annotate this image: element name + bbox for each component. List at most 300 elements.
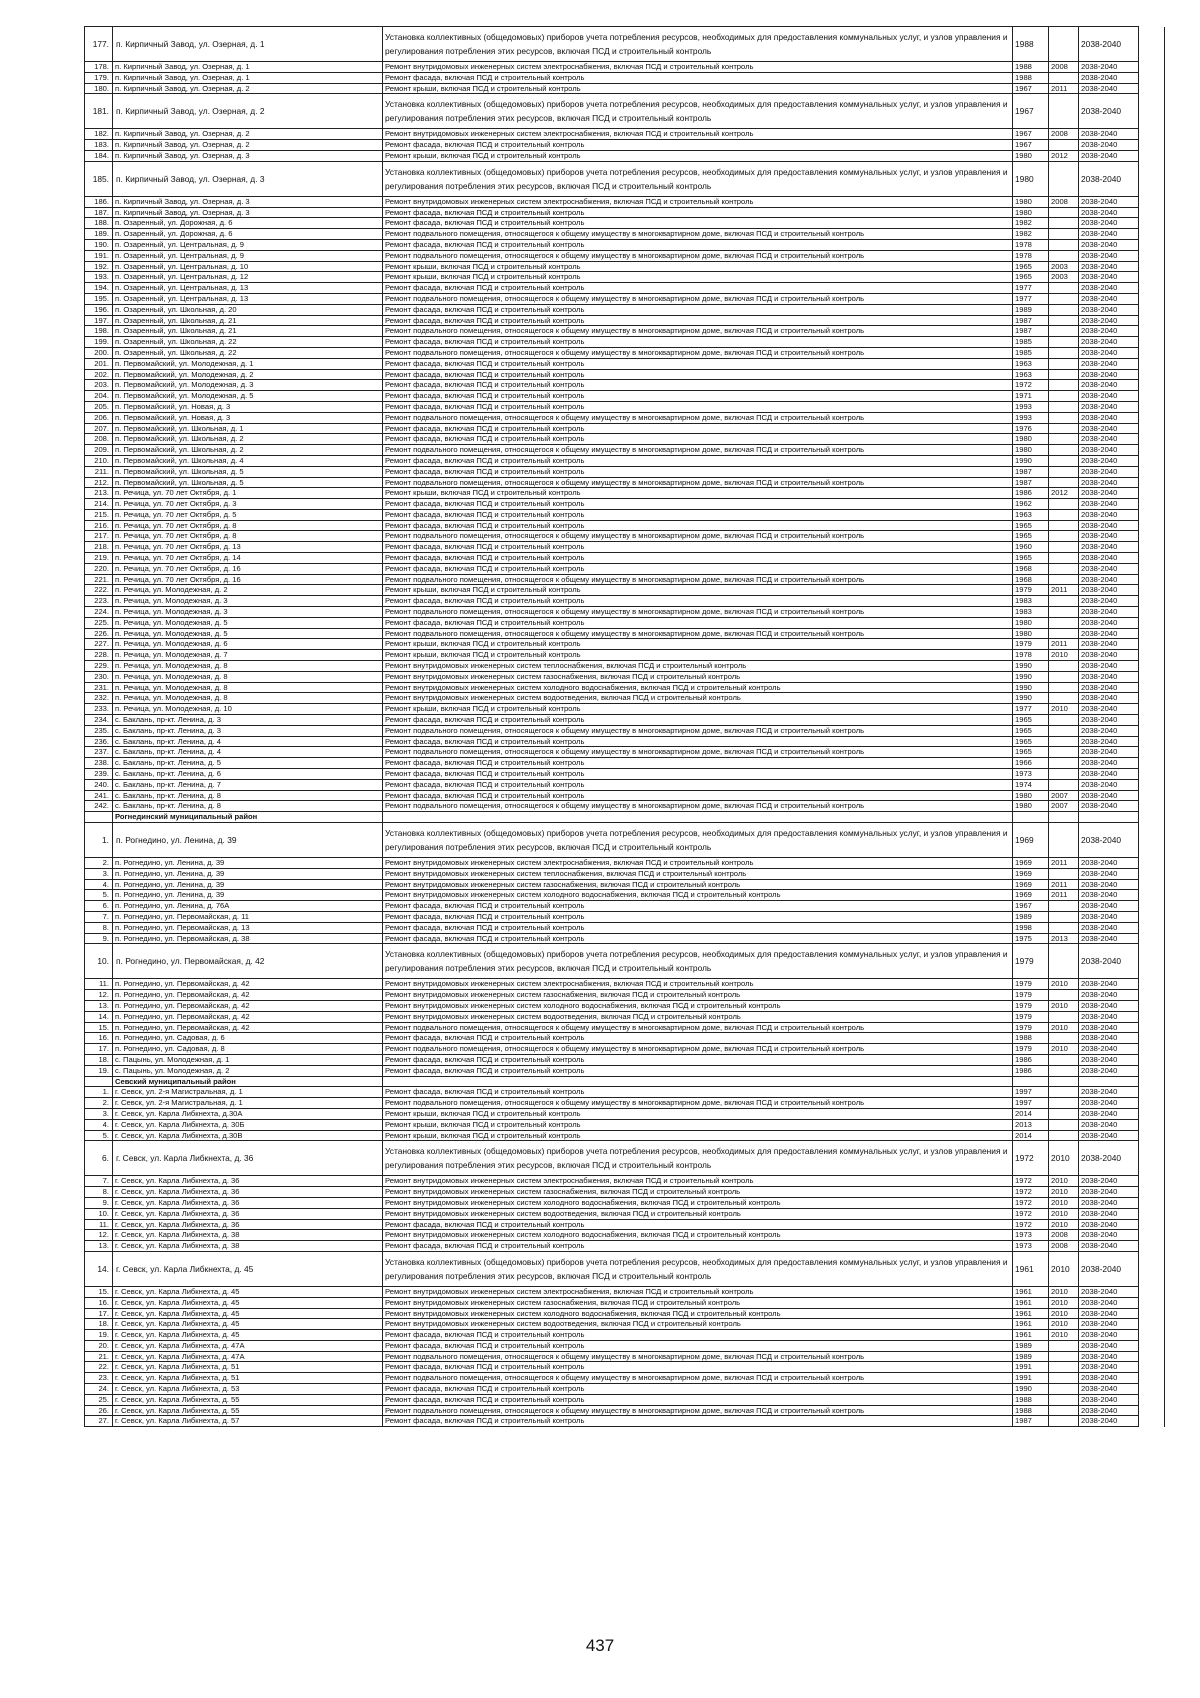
last-repair-year-cell: 2010 (1049, 1176, 1079, 1187)
planned-period-cell: 2038-2040 (1079, 369, 1139, 380)
address-cell: п. Кирпичный Завод, ул. Озерная, д. 3 (113, 196, 383, 207)
year-built-cell: 1967 (1013, 129, 1049, 140)
planned-period-cell: 2038-2040 (1079, 563, 1139, 574)
planned-period-cell: 2038-2040 (1079, 72, 1139, 83)
last-repair-year-cell: 2007 (1049, 801, 1079, 812)
planned-period-cell: 2038-2040 (1079, 868, 1139, 879)
blank-cell (1139, 1319, 1165, 1330)
planned-period-cell: 2038-2040 (1079, 1373, 1139, 1384)
last-repair-year-cell (1049, 607, 1079, 618)
blank-cell (1139, 736, 1165, 747)
year-built-cell: 1979 (1013, 1000, 1049, 1011)
work-type-cell: Ремонт внутридомовых инженерных систем электроснабжения, включая ПСД и строительный контроль (383, 858, 1013, 869)
address-cell: с. Баклань, пр-кт. Ленина, д. 4 (113, 747, 383, 758)
table-row (85, 1108, 1165, 1119)
planned-period-cell: 2038-2040 (1079, 769, 1139, 780)
blank-cell (1139, 790, 1165, 801)
planned-period-cell: 2038-2040 (1079, 671, 1139, 682)
table-row (85, 347, 1165, 358)
table-row (85, 1011, 1165, 1022)
table-row (85, 304, 1165, 315)
table-row (85, 1044, 1165, 1055)
table-row (85, 944, 1165, 979)
row-number-cell: 238. (85, 758, 113, 769)
blank-cell (1139, 779, 1165, 790)
planned-period-cell: 2038-2040 (1079, 161, 1139, 196)
row-number-cell: 191. (85, 250, 113, 261)
blank-cell (1139, 1241, 1165, 1252)
address-cell: г. Севск, ул. Карла Либкнехта, д. 55 (113, 1394, 383, 1405)
last-repair-year-cell (1049, 326, 1079, 337)
planned-period-cell: 2038-2040 (1079, 661, 1139, 672)
work-type-cell: Ремонт внутридомовых инженерных систем холодного водоснабжения, включая ПСД и строительный контроль (383, 682, 1013, 693)
year-built-cell: 1997 (1013, 1087, 1049, 1098)
address-cell: г. Севск, ул. Карла Либкнехта, д. 38 (113, 1230, 383, 1241)
planned-period-cell: 2038-2040 (1079, 326, 1139, 337)
table-row (85, 779, 1165, 790)
year-built-cell: 1960 (1013, 542, 1049, 553)
year-built-cell: 1968 (1013, 563, 1049, 574)
blank-cell (1139, 1130, 1165, 1141)
blank-cell (1139, 812, 1165, 823)
row-number-cell: 12. (85, 1230, 113, 1241)
last-repair-year-cell (1049, 337, 1079, 348)
work-type-cell: Ремонт подвального помещения, относящегося к общему имуществу в многоквартирном доме, включая ПСД и строительный контроль (383, 628, 1013, 639)
year-built-cell: 1998 (1013, 922, 1049, 933)
blank-cell (1139, 337, 1165, 348)
last-repair-year-cell (1049, 1076, 1079, 1087)
table-row (85, 574, 1165, 585)
planned-period-cell: 2038-2040 (1079, 890, 1139, 901)
planned-period-cell: 2038-2040 (1079, 747, 1139, 758)
year-built-cell: 1967 (1013, 140, 1049, 151)
year-built-cell: 1979 (1013, 990, 1049, 1001)
table-row (85, 94, 1165, 129)
blank-cell (1139, 72, 1165, 83)
work-type-cell: Ремонт внутридомовых инженерных систем холодного водоснабжения, включая ПСД и строительный контроль (383, 890, 1013, 901)
planned-period-cell: 2038-2040 (1079, 1044, 1139, 1055)
blank-cell (1139, 304, 1165, 315)
blank-cell (1139, 1108, 1165, 1119)
planned-period-cell: 2038-2040 (1079, 1319, 1139, 1330)
table-row (85, 62, 1165, 73)
planned-period-cell: 2038-2040 (1079, 261, 1139, 272)
planned-period-cell: 2038-2040 (1079, 207, 1139, 218)
table-row (85, 585, 1165, 596)
planned-period-cell: 2038-2040 (1079, 758, 1139, 769)
work-type-cell: Ремонт фасада, включая ПСД и строительный контроль (383, 337, 1013, 348)
planned-period-cell: 2038-2040 (1079, 466, 1139, 477)
last-repair-year-cell (1049, 207, 1079, 218)
address-cell: п. Речица, ул. 70 лет Октября, д. 8 (113, 520, 383, 531)
work-type-cell: Ремонт крыши, включая ПСД и строительный контроль (383, 1119, 1013, 1130)
work-type-cell: Ремонт фасада, включая ПСД и строительный контроль (383, 369, 1013, 380)
address-cell: Севский муниципальный район (113, 1076, 383, 1087)
table-row (85, 499, 1165, 510)
table-row (85, 207, 1165, 218)
year-built-cell: 1980 (1013, 790, 1049, 801)
address-cell: п. Первомайский, ул. Новая, д. 3 (113, 401, 383, 412)
blank-cell (1139, 1011, 1165, 1022)
row-number-cell: 221. (85, 574, 113, 585)
work-type-cell: Ремонт фасада, включая ПСД и строительный контроль (383, 499, 1013, 510)
last-repair-year-cell (1049, 779, 1079, 790)
row-number-cell: 179. (85, 72, 113, 83)
last-repair-year-cell: 2010 (1049, 1141, 1079, 1176)
year-built-cell: 1987 (1013, 477, 1049, 488)
table-row (85, 531, 1165, 542)
planned-period-cell: 2038-2040 (1079, 337, 1139, 348)
blank-cell (1139, 823, 1165, 858)
work-type-cell: Ремонт подвального помещения, относящегося к общему имуществу в многоквартирном доме, включая ПСД и строительный контроль (383, 412, 1013, 423)
address-cell: п. Рогнедино, ул. Первомайская, д. 13 (113, 922, 383, 933)
address-cell: г. Севск, ул. Карла Либкнехта, д.30В (113, 1130, 383, 1141)
last-repair-year-cell (1049, 715, 1079, 726)
blank-cell (1139, 1362, 1165, 1373)
blank-cell (1139, 150, 1165, 161)
blank-cell (1139, 455, 1165, 466)
address-cell: п. Речица, ул. Молодежная, д. 8 (113, 693, 383, 704)
address-cell: г. Севск, ул. Карла Либкнехта, д. 36 (113, 1219, 383, 1230)
last-repair-year-cell (1049, 1011, 1079, 1022)
blank-cell (1139, 1033, 1165, 1044)
planned-period-cell: 2038-2040 (1079, 1022, 1139, 1033)
row-number-cell: 18. (85, 1054, 113, 1065)
table-row (85, 140, 1165, 151)
blank-cell (1139, 758, 1165, 769)
work-type-cell: Ремонт подвального помещения, относящегося к общему имуществу в многоквартирном доме, включая ПСД и строительный контроль (383, 574, 1013, 585)
planned-period-cell: 2038-2040 (1079, 1033, 1139, 1044)
work-type-cell: Ремонт фасада, включая ПСД и строительный контроль (383, 1054, 1013, 1065)
work-type-cell: Ремонт фасада, включая ПСД и строительный контроль (383, 1033, 1013, 1044)
planned-period-cell: 2038-2040 (1079, 922, 1139, 933)
address-cell: п. Речица, ул. 70 лет Октября, д. 1 (113, 488, 383, 499)
planned-period-cell: 2038-2040 (1079, 358, 1139, 369)
row-number-cell: 22. (85, 1362, 113, 1373)
address-cell: п. Рогнедино, ул. Ленина, д. 39 (113, 890, 383, 901)
last-repair-year-cell: 2010 (1049, 1044, 1079, 1055)
blank-cell (1139, 922, 1165, 933)
table-row (85, 1065, 1165, 1076)
blank-cell (1139, 1087, 1165, 1098)
last-repair-year-cell (1049, 812, 1079, 823)
work-type-cell: Ремонт внутридомовых инженерных систем водоотведения, включая ПСД и строительный контроль (383, 693, 1013, 704)
last-repair-year-cell (1049, 27, 1079, 62)
address-cell: п. Рогнедино, ул. Первомайская, д. 42 (113, 1022, 383, 1033)
year-built-cell: 1990 (1013, 693, 1049, 704)
year-built-cell: 1986 (1013, 488, 1049, 499)
address-cell: п. Речица, ул. Молодежная, д. 5 (113, 628, 383, 639)
work-type-cell: Ремонт крыши, включая ПСД и строительный контроль (383, 488, 1013, 499)
planned-period-cell: 2038-2040 (1079, 1416, 1139, 1427)
planned-period-cell: 2038-2040 (1079, 693, 1139, 704)
planned-period-cell: 2038-2040 (1079, 412, 1139, 423)
blank-cell (1139, 1351, 1165, 1362)
address-cell: п. Рогнедино, ул. Первомайская, д. 38 (113, 933, 383, 944)
planned-period-cell: 2038-2040 (1079, 1394, 1139, 1405)
blank-cell (1139, 650, 1165, 661)
last-repair-year-cell (1049, 922, 1079, 933)
work-type-cell: Ремонт фасада, включая ПСД и строительный контроль (383, 736, 1013, 747)
last-repair-year-cell: 2008 (1049, 1230, 1079, 1241)
table-row (85, 466, 1165, 477)
last-repair-year-cell: 2011 (1049, 83, 1079, 94)
row-number-cell: 8. (85, 1187, 113, 1198)
planned-period-cell: 2038-2040 (1079, 347, 1139, 358)
last-repair-year-cell (1049, 868, 1079, 879)
work-type-cell: Ремонт фасада, включая ПСД и строительный контроль (383, 933, 1013, 944)
table-row (85, 628, 1165, 639)
table-row (85, 715, 1165, 726)
year-built-cell: 1982 (1013, 218, 1049, 229)
address-cell: п. Озаренный, ул. Школьная, д. 22 (113, 347, 383, 358)
year-built-cell: 1982 (1013, 229, 1049, 240)
planned-period-cell: 2038-2040 (1079, 1219, 1139, 1230)
row-number-cell (85, 1076, 113, 1087)
last-repair-year-cell (1049, 1416, 1079, 1427)
blank-cell (1139, 272, 1165, 283)
year-built-cell: 1983 (1013, 607, 1049, 618)
year-built-cell: 2013 (1013, 1119, 1049, 1130)
table-row (85, 922, 1165, 933)
blank-cell (1139, 140, 1165, 151)
last-repair-year-cell (1049, 911, 1079, 922)
year-built-cell: 1990 (1013, 455, 1049, 466)
table-row (85, 553, 1165, 564)
year-built-cell: 1979 (1013, 944, 1049, 979)
blank-cell (1139, 1119, 1165, 1130)
planned-period-cell: 2038-2040 (1079, 83, 1139, 94)
year-built-cell: 2014 (1013, 1108, 1049, 1119)
last-repair-year-cell (1049, 1054, 1079, 1065)
year-built-cell: 1977 (1013, 283, 1049, 294)
address-cell: г. Севск, ул. Карла Либкнехта, д. 36 (113, 1208, 383, 1219)
blank-cell (1139, 477, 1165, 488)
blank-cell (1139, 27, 1165, 62)
address-cell: п. Рогнедино, ул. Первомайская, д. 42 (113, 944, 383, 979)
last-repair-year-cell: 2010 (1049, 1330, 1079, 1341)
work-type-cell: Ремонт фасада, включая ПСД и строительный контроль (383, 1394, 1013, 1405)
year-built-cell: 1989 (1013, 911, 1049, 922)
table-row (85, 83, 1165, 94)
last-repair-year-cell (1049, 239, 1079, 250)
table-row (85, 293, 1165, 304)
year-built-cell: 1966 (1013, 758, 1049, 769)
planned-period-cell: 2038-2040 (1079, 315, 1139, 326)
row-number-cell: 201. (85, 358, 113, 369)
blank-cell (1139, 94, 1165, 129)
planned-period-cell: 2038-2040 (1079, 283, 1139, 294)
year-built-cell: 1969 (1013, 879, 1049, 890)
last-repair-year-cell (1049, 477, 1079, 488)
year-built-cell: 1985 (1013, 347, 1049, 358)
table-row (85, 261, 1165, 272)
address-cell: г. Севск, ул. Карла Либкнехта, д. 45 (113, 1308, 383, 1319)
address-cell: п. Рогнедино, ул. Первомайская, д. 42 (113, 979, 383, 990)
address-cell: п. Речица, ул. 70 лет Октября, д. 3 (113, 499, 383, 510)
work-type-cell: Ремонт внутридомовых инженерных систем водоотведения, включая ПСД и строительный контроль (383, 1208, 1013, 1219)
work-type-cell: Ремонт крыши, включая ПСД и строительный контроль (383, 272, 1013, 283)
address-cell: п. Первомайский, ул. Молодежная, д. 5 (113, 391, 383, 402)
last-repair-year-cell: 2007 (1049, 790, 1079, 801)
table-row (85, 682, 1165, 693)
address-cell: г. Севск, ул. Карла Либкнехта, д. 36 (113, 1197, 383, 1208)
year-built-cell: 1980 (1013, 628, 1049, 639)
row-number-cell: 202. (85, 369, 113, 380)
planned-period-cell: 2038-2040 (1079, 423, 1139, 434)
blank-cell (1139, 1022, 1165, 1033)
address-cell: п. Кирпичный Завод, ул. Озерная, д. 2 (113, 129, 383, 140)
year-built-cell: 1969 (1013, 890, 1049, 901)
blank-cell (1139, 1208, 1165, 1219)
last-repair-year-cell (1049, 1130, 1079, 1141)
table-row (85, 1087, 1165, 1098)
planned-period-cell: 2038-2040 (1079, 725, 1139, 736)
blank-cell (1139, 261, 1165, 272)
last-repair-year-cell: 2008 (1049, 62, 1079, 73)
planned-period-cell (1079, 812, 1139, 823)
blank-cell (1139, 229, 1165, 240)
table-row (85, 596, 1165, 607)
work-type-cell: Ремонт внутридомовых инженерных систем газоснабжения, включая ПСД и строительный контроль (383, 879, 1013, 890)
row-number-cell: 203. (85, 380, 113, 391)
table-row (85, 1141, 1165, 1176)
row-number-cell: 234. (85, 715, 113, 726)
planned-period-cell: 2038-2040 (1079, 596, 1139, 607)
section-row (85, 1076, 1165, 1087)
row-number-cell: 5. (85, 1130, 113, 1141)
last-repair-year-cell: 2010 (1049, 1208, 1079, 1219)
work-type-cell: Установка коллективных (общедомовых) приборов учета потребления ресурсов, необходимых для предоставления коммунальных услуг, и узлов управления и регулирования потребления этих ресурсов, включая ПСД и строительный контроль (383, 27, 1013, 62)
work-type-cell: Ремонт фасада, включая ПСД и строительный контроль (383, 380, 1013, 391)
last-repair-year-cell (1049, 661, 1079, 672)
blank-cell (1139, 1176, 1165, 1187)
address-cell: п. Речица, ул. Молодежная, д. 8 (113, 682, 383, 693)
work-type-cell: Ремонт фасада, включая ПСД и строительный контроль (383, 466, 1013, 477)
planned-period-cell: 2038-2040 (1079, 650, 1139, 661)
planned-period-cell: 2038-2040 (1079, 1241, 1139, 1252)
work-type-cell: Ремонт фасада, включая ПСД и строительный контроль (383, 1219, 1013, 1230)
table-row (85, 72, 1165, 83)
table-row (85, 790, 1165, 801)
last-repair-year-cell (1049, 94, 1079, 129)
planned-period-cell: 2038-2040 (1079, 1340, 1139, 1351)
year-built-cell: 1979 (1013, 1022, 1049, 1033)
planned-period-cell: 2038-2040 (1079, 1384, 1139, 1395)
year-built-cell: 1979 (1013, 1011, 1049, 1022)
work-type-cell: Ремонт крыши, включая ПСД и строительный контроль (383, 639, 1013, 650)
address-cell: г. Севск, ул. Карла Либкнехта, д. 47А (113, 1340, 383, 1351)
blank-cell (1139, 1219, 1165, 1230)
row-number-cell: 15. (85, 1022, 113, 1033)
row-number-cell: 187. (85, 207, 113, 218)
address-cell: с. Баклань, пр-кт. Ленина, д. 6 (113, 769, 383, 780)
table-row (85, 617, 1165, 628)
row-number-cell: 12. (85, 990, 113, 1001)
blank-cell (1139, 207, 1165, 218)
year-built-cell: 1987 (1013, 315, 1049, 326)
work-type-cell: Ремонт внутридомовых инженерных систем холодного водоснабжения, включая ПСД и строительный контроль (383, 1308, 1013, 1319)
work-type-cell: Ремонт фасада, включая ПСД и строительный контроль (383, 358, 1013, 369)
year-built-cell: 1963 (1013, 509, 1049, 520)
row-number-cell: 198. (85, 326, 113, 337)
work-type-cell: Ремонт фасада, включая ПСД и строительный контроль (383, 769, 1013, 780)
address-cell: г. Севск, ул. Карла Либкнехта, д. 57 (113, 1416, 383, 1427)
planned-period-cell: 2038-2040 (1079, 218, 1139, 229)
address-cell: п. Речица, ул. 70 лет Октября, д. 13 (113, 542, 383, 553)
work-type-cell: Установка коллективных (общедомовых) приборов учета потребления ресурсов, необходимых для предоставления коммунальных услуг, и узлов управления и регулирования потребления этих ресурсов, включая ПСД и строительный контроль (383, 823, 1013, 858)
planned-period-cell: 2038-2040 (1079, 607, 1139, 618)
planned-period-cell: 2038-2040 (1079, 715, 1139, 726)
year-built-cell: 1987 (1013, 1416, 1049, 1427)
page-number: 437 (585, 1636, 615, 1655)
row-number-cell: 194. (85, 283, 113, 294)
year-built-cell (1013, 812, 1049, 823)
work-type-cell: Ремонт фасада, включая ПСД и строительный контроль (383, 304, 1013, 315)
last-repair-year-cell: 2011 (1049, 858, 1079, 869)
work-type-cell: Ремонт фасада, включая ПСД и строительный контроль (383, 423, 1013, 434)
address-cell: п. Озаренный, ул. Центральная, д. 13 (113, 293, 383, 304)
table-row (85, 769, 1165, 780)
blank-cell (1139, 607, 1165, 618)
address-cell: с. Баклань, пр-кт. Ленина, д. 4 (113, 736, 383, 747)
year-built-cell: 1965 (1013, 715, 1049, 726)
row-number-cell: 192. (85, 261, 113, 272)
work-type-cell: Ремонт подвального помещения, относящегося к общему имуществу в многоквартирном доме, включая ПСД и строительный контроль (383, 1022, 1013, 1033)
last-repair-year-cell (1049, 423, 1079, 434)
last-repair-year-cell (1049, 574, 1079, 585)
row-number-cell: 10. (85, 1208, 113, 1219)
blank-cell (1139, 315, 1165, 326)
address-cell: п. Рогнедино, ул. Садовая, д. 8 (113, 1044, 383, 1055)
blank-cell (1139, 574, 1165, 585)
work-type-cell (383, 1076, 1013, 1087)
year-built-cell: 1961 (1013, 1319, 1049, 1330)
table-row (85, 391, 1165, 402)
last-repair-year-cell (1049, 499, 1079, 510)
row-number-cell: 227. (85, 639, 113, 650)
year-built-cell: 1972 (1013, 1141, 1049, 1176)
address-cell: п. Рогнедино, ул. Ленина, д. 39 (113, 823, 383, 858)
work-type-cell: Ремонт фасада, включая ПСД и строительный контроль (383, 1384, 1013, 1395)
row-number-cell: 11. (85, 1219, 113, 1230)
work-type-cell: Ремонт фасада, включая ПСД и строительный контроль (383, 922, 1013, 933)
row-number-cell: 27. (85, 1416, 113, 1427)
year-built-cell: 1993 (1013, 412, 1049, 423)
work-type-cell: Ремонт фасада, включая ПСД и строительный контроль (383, 1340, 1013, 1351)
planned-period-cell: 2038-2040 (1079, 1054, 1139, 1065)
last-repair-year-cell (1049, 1098, 1079, 1109)
year-built-cell: 1983 (1013, 596, 1049, 607)
blank-cell (1139, 520, 1165, 531)
year-built-cell: 1989 (1013, 1340, 1049, 1351)
last-repair-year-cell (1049, 563, 1079, 574)
work-type-cell: Ремонт фасада, включая ПСД и строительный контроль (383, 72, 1013, 83)
row-number-cell: 16. (85, 1297, 113, 1308)
last-repair-year-cell (1049, 509, 1079, 520)
row-number-cell: 197. (85, 315, 113, 326)
last-repair-year-cell (1049, 736, 1079, 747)
work-type-cell: Ремонт фасада, включая ПСД и строительный контроль (383, 901, 1013, 912)
blank-cell (1139, 434, 1165, 445)
last-repair-year-cell (1049, 1033, 1079, 1044)
row-number-cell: 190. (85, 239, 113, 250)
last-repair-year-cell: 2010 (1049, 704, 1079, 715)
row-number-cell: 239. (85, 769, 113, 780)
last-repair-year-cell (1049, 1394, 1079, 1405)
planned-period-cell: 2038-2040 (1079, 304, 1139, 315)
last-repair-year-cell (1049, 671, 1079, 682)
